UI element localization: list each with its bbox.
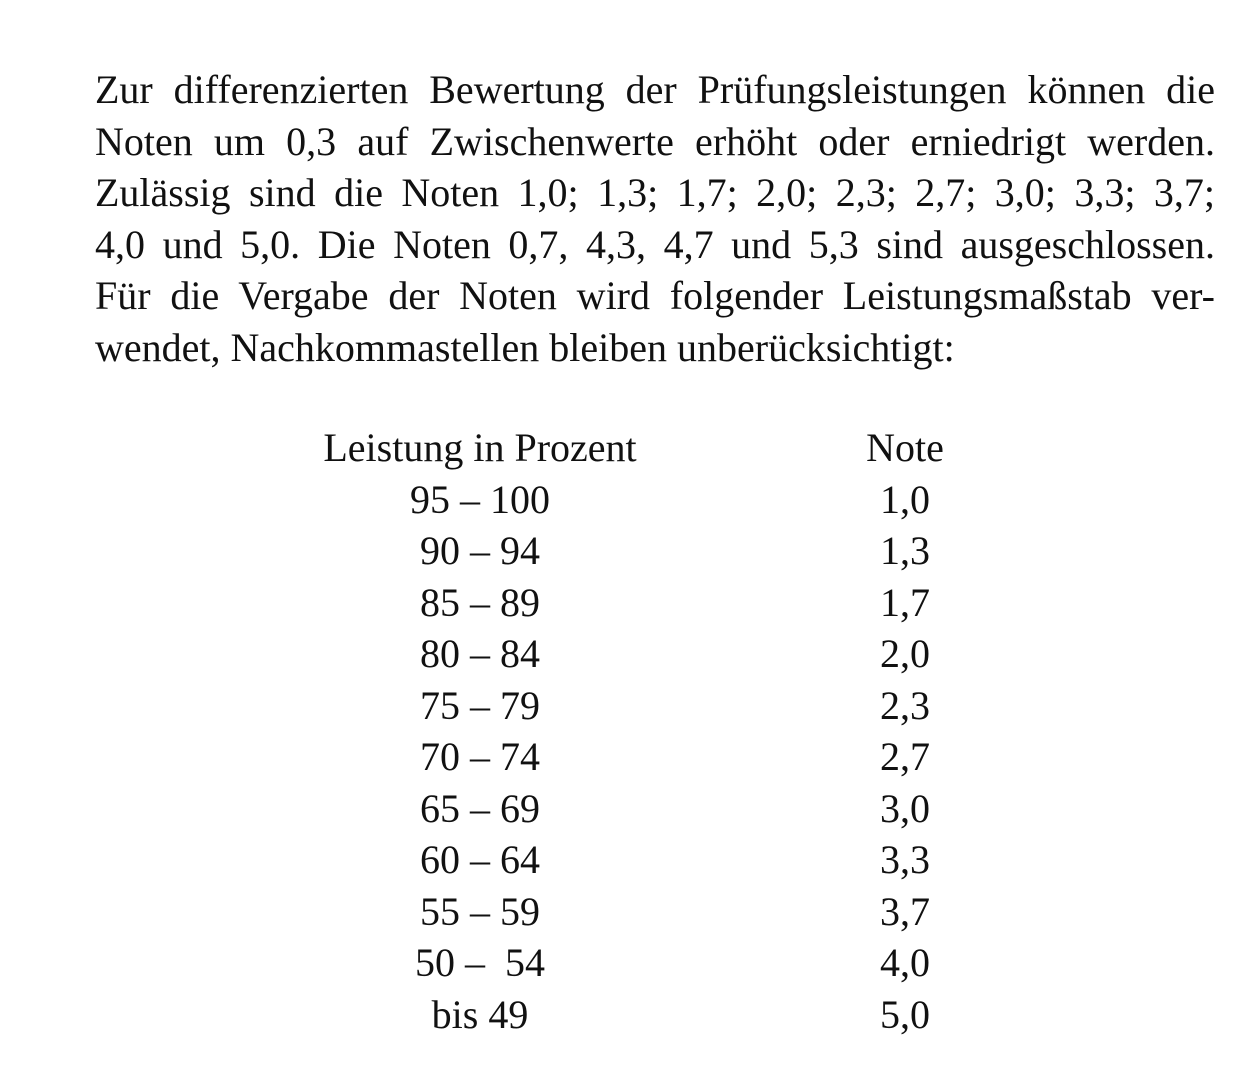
percent-cell: bis 49	[431, 991, 529, 1037]
header-note: Note	[866, 425, 944, 470]
note-cell: 3,7	[880, 888, 930, 934]
percent-cell: 90 – 94	[420, 528, 540, 573]
column-gap	[660, 783, 840, 835]
note-cell: 2,7	[880, 734, 930, 779]
table-row	[300, 834, 970, 886]
grading-scale-table	[300, 422, 970, 1040]
note-cell: 3,3	[880, 837, 930, 882]
column-gap	[660, 937, 840, 989]
table-row	[300, 783, 970, 835]
percent-cell: 80 – 84	[420, 631, 540, 676]
table-header-row	[300, 422, 970, 474]
header-percent: Leistung in Prozent	[323, 425, 637, 470]
paragraph-line: Noten um 0,3 auf Zwischenwerte erhöht oder erniedrigt werden.	[95, 118, 1215, 164]
column-gap	[660, 989, 840, 1041]
column-gap	[660, 628, 840, 680]
note-cell: 1,7	[880, 579, 930, 625]
column-gap	[660, 680, 840, 732]
table-row	[300, 731, 970, 783]
table-row	[300, 628, 970, 680]
note-cell: 2,3	[880, 682, 930, 728]
percent-cell: 70 – 74	[420, 734, 540, 779]
note-cell: 1,0	[880, 476, 930, 522]
table-row	[300, 474, 970, 526]
percent-cell: 55 – 59	[420, 888, 540, 934]
column-gap	[660, 525, 840, 577]
note-cell: 5,0	[880, 991, 930, 1037]
note-cell: 4,0	[880, 940, 930, 985]
column-gap	[660, 731, 840, 783]
paragraph-line: Zur differenzierten Bewertung der Prüfungsleistungen können die	[95, 67, 1215, 112]
percent-cell: 95 – 100	[410, 476, 550, 522]
paragraph-line: Für die Vergabe der Noten wird folgender Leistungsmaßstab ver-	[95, 273, 1215, 318]
note-cell: 3,0	[880, 785, 930, 831]
percent-cell: 65 – 69	[420, 785, 540, 831]
grading-paragraph	[95, 64, 1215, 373]
paragraph-line: wendet, Nachkommastellen bleiben unberücksichtigt:	[95, 324, 955, 370]
percent-cell: 75 – 79	[420, 682, 540, 728]
paragraph-line: Zulässig sind die Noten 1,0; 1,3; 1,7; 2,0; 2,3; 2,7; 3,0; 3,3; 3,7;	[95, 170, 1215, 215]
note-cell: 1,3	[880, 528, 930, 573]
percent-cell: 50 – 54	[415, 940, 545, 985]
column-gap	[660, 886, 840, 938]
column-gap	[660, 834, 840, 886]
table-row	[300, 680, 970, 732]
table-row	[300, 937, 970, 989]
table-row	[300, 525, 970, 577]
paragraph-line: 4,0 und 5,0. Die Noten 0,7, 4,3, 4,7 und 5,3 sind ausgeschlossen.	[95, 221, 1215, 267]
column-gap	[660, 474, 840, 526]
percent-cell: 60 – 64	[420, 837, 540, 882]
table-row	[300, 577, 970, 629]
table-row	[300, 886, 970, 938]
column-gap	[660, 577, 840, 629]
percent-cell: 85 – 89	[420, 579, 540, 625]
table-row	[300, 989, 970, 1041]
note-cell: 2,0	[880, 631, 930, 676]
column-gap	[660, 422, 840, 474]
